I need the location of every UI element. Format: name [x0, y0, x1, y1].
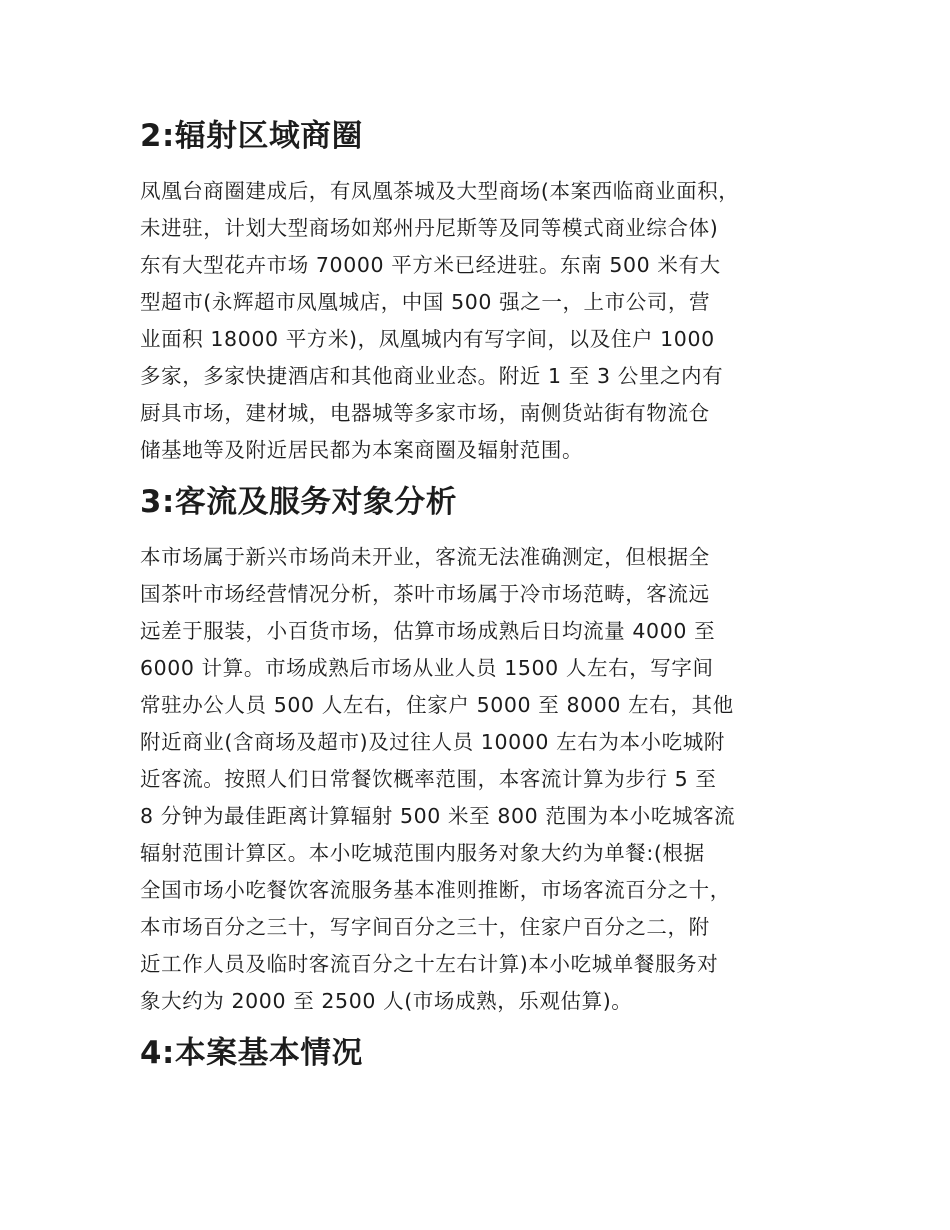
paragraph-line: 附近商业(含商场及超市)及过往人员 10000 左右为本小吃城附 [140, 730, 725, 754]
section-number: 4 [140, 1035, 162, 1071]
paragraph-line: 多家，多家快捷酒店和其他商业业态。附近 1 至 3 公里之内有 [140, 364, 724, 388]
section-title: :本案基本情况 [162, 1035, 363, 1071]
section-heading-3 [140, 484, 820, 520]
paragraph-line: 东有大型花卉市场 70000 平方米已经进驻。东南 500 米有大 [140, 253, 721, 277]
paragraph-line: 近客流。按照人们日常餐饮概率范围，本客流计算为步行 5 至 [140, 767, 717, 791]
paragraph-line: 本市场百分之三十，写字间百分之三十，住家户百分之二，附 [140, 915, 710, 939]
paragraph-line: 本市场属于新兴市场尚未开业，客流无法准确测定，但根据全 [140, 545, 710, 569]
paragraph-line: 储基地等及附近居民都为本案商圈及辐射范围。 [140, 438, 584, 462]
paragraph-line: 全国市场小吃餐饮客流服务基本准则推断，市场客流百分之十， [140, 878, 731, 902]
section-number: 3 [140, 484, 162, 520]
section-title: :客流及服务对象分析 [162, 484, 458, 520]
paragraph-line: 未进驻，计划大型商场如郑州丹尼斯等及同等模式商业综合体) [140, 216, 719, 240]
paragraph-line: 常驻办公人员 500 人左右，住家户 5000 至 8000 左右，其他 [140, 693, 734, 717]
section-paragraph-3 [140, 539, 820, 1020]
section-title: :辐射区域商圈 [162, 118, 363, 154]
paragraph-line: 辐射范围计算区。本小吃城范围内服务对象大约为单餐:(根据 [140, 841, 705, 865]
paragraph-line: 8 分钟为最佳距离计算辐射 500 米至 800 范围为本小吃城客流 [140, 804, 736, 828]
paragraph-line: 象大约为 2000 至 2500 人(市场成熟，乐观估算)。 [140, 989, 633, 1013]
section-number: 2 [140, 118, 162, 154]
paragraph-line: 厨具市场，建材城，电器城等多家市场，南侧货站街有物流仓 [140, 401, 710, 425]
paragraph-line: 远差于服装，小百货市场，估算市场成熟后日均流量 4000 至 [140, 619, 716, 643]
paragraph-line: 型超市(永辉超市凤凰城店，中国 500 强之一，上市公司，营 [140, 290, 711, 314]
paragraph-line: 凤凰台商圈建成后，有凤凰茶城及大型商场(本案西临商业面积， [140, 179, 740, 203]
section-heading-4 [140, 1035, 820, 1071]
paragraph-line: 国茶叶市场经营情况分析，茶叶市场属于冷市场范畴，客流远 [140, 582, 710, 606]
document-page [140, 118, 820, 1071]
section-heading-2 [140, 118, 820, 154]
paragraph-line: 近工作人员及临时客流百分之十左右计算)本小吃城单餐服务对 [140, 952, 719, 976]
paragraph-line: 6000 计算。市场成熟后市场从业人员 1500 人左右，写字间 [140, 656, 714, 680]
section-paragraph-2 [140, 173, 820, 469]
paragraph-line: 业面积 18000 平方米)，凤凰城内有写字间，以及住户 1000 [140, 327, 715, 351]
